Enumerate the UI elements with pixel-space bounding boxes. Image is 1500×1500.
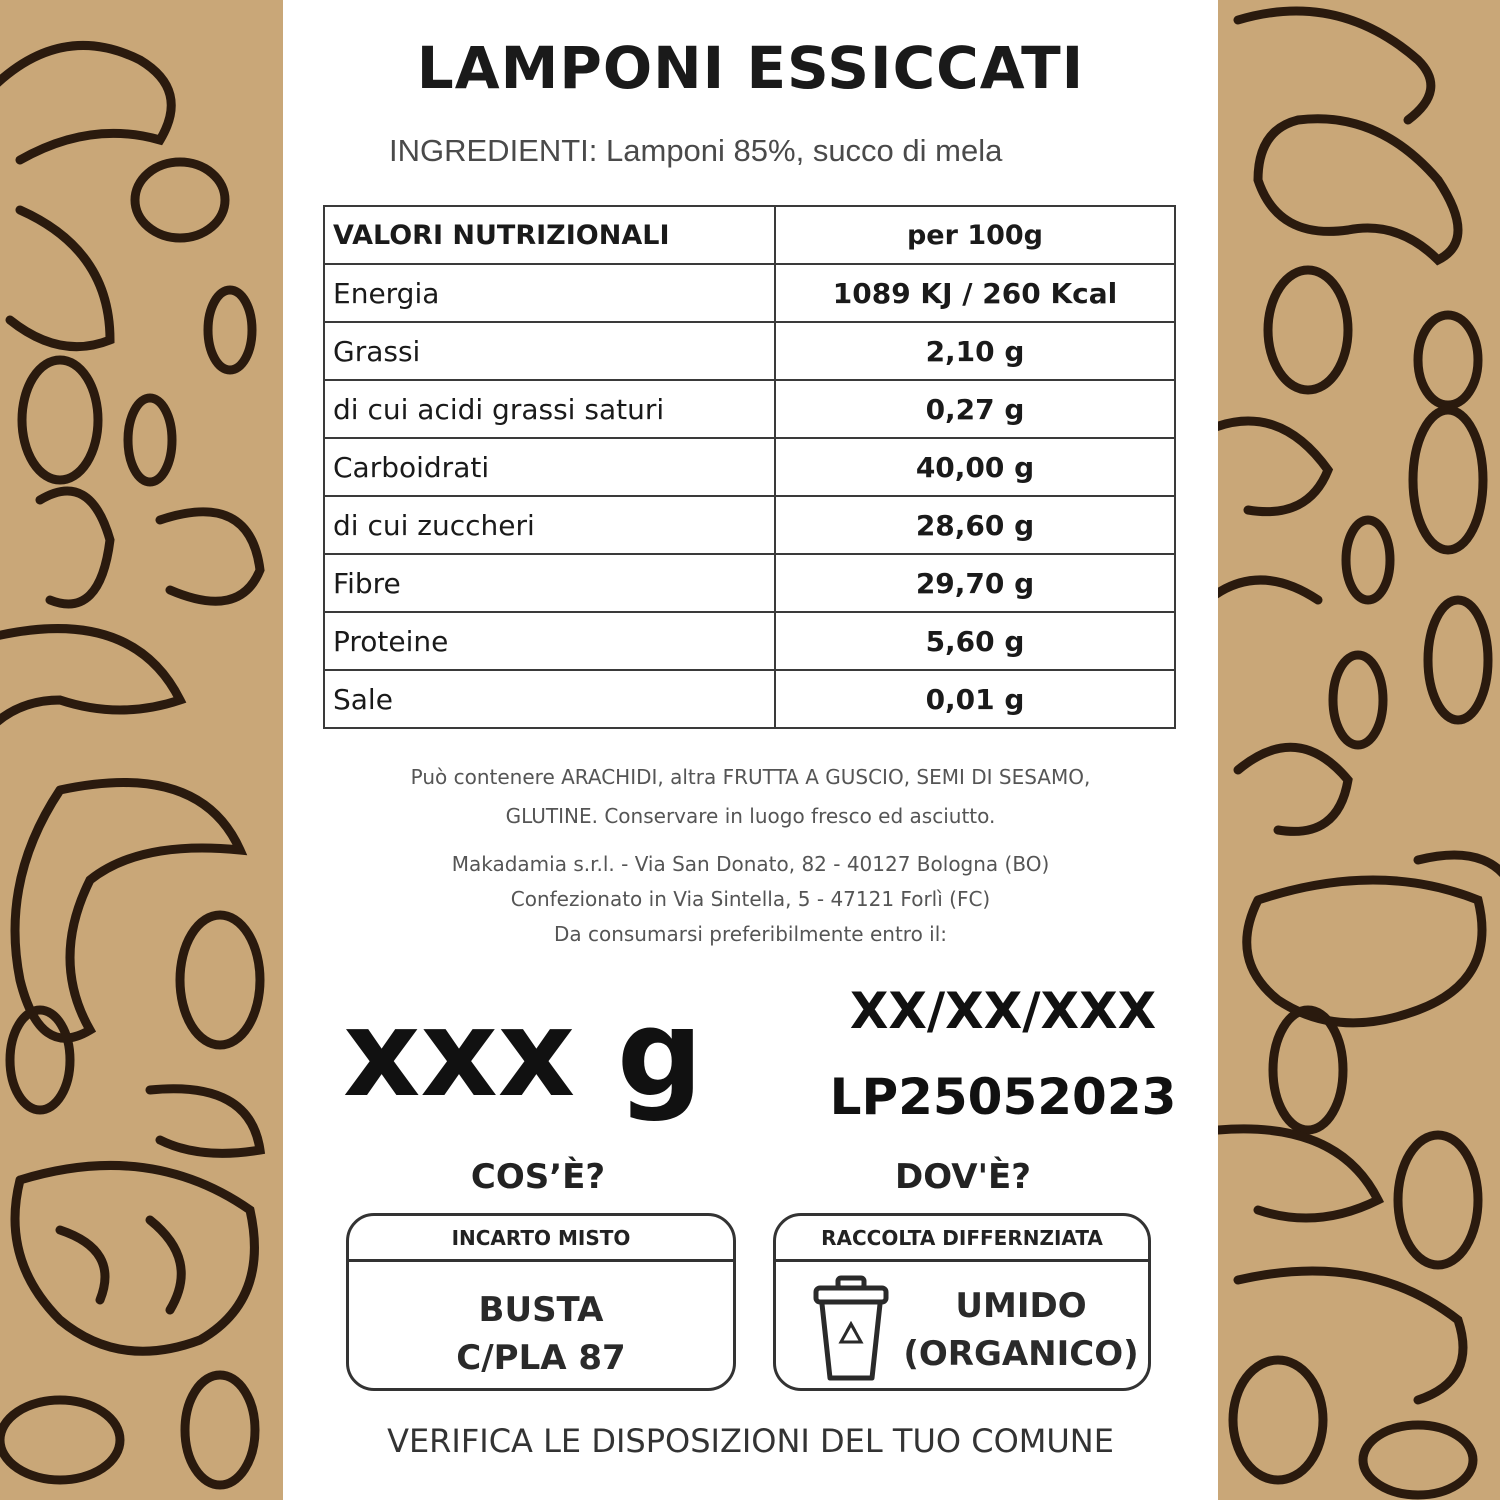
expiry-date: XX/XX/XXX	[849, 982, 1157, 1040]
ingredients-text: INGREDIENTI: Lamponi 85%, succo di mela	[389, 133, 1003, 168]
product-title: LAMPONI ESSICCATI	[416, 34, 1085, 102]
where-heading: DOV'È?	[895, 1157, 1031, 1197]
packaging-type-line-2: C/PLA 87	[456, 1338, 626, 1378]
trash-bin-recycle-icon	[806, 1274, 896, 1384]
lot-number: LP25052023	[829, 1068, 1177, 1126]
allergens-line-2: GLUTINE. Conservare in luogo fresco ed asciutto.	[505, 804, 996, 828]
nutrition-row	[324, 264, 1175, 322]
nutrition-row	[324, 612, 1175, 670]
nutrient-value: 29,70 g	[775, 554, 1175, 612]
nut-pattern-left	[0, 0, 283, 1500]
net-weight: xxx g	[343, 985, 703, 1124]
nutrient-value: 40,00 g	[775, 438, 1175, 496]
nutrient-label: Carboidrati	[324, 438, 775, 496]
disposal-header: RACCOLTA DIFFERNZIATA	[776, 1216, 1148, 1262]
nutrient-value: 1089 KJ / 260 Kcal	[775, 264, 1175, 322]
disposal-line-1: UMIDO	[955, 1286, 1087, 1326]
company-address: Makadamia s.r.l. - Via San Donato, 82 - 40127 Bologna (BO)	[451, 852, 1050, 876]
nutrition-row	[324, 554, 1175, 612]
nutrient-label: Grassi	[324, 322, 775, 380]
nutrient-value: 5,60 g	[775, 612, 1175, 670]
packaging-type-box	[346, 1213, 736, 1391]
nutrition-row	[324, 670, 1175, 728]
nut-pattern-right	[1218, 0, 1500, 1500]
nutrient-value: 28,60 g	[775, 496, 1175, 554]
packaging-type-header: INCARTO MISTO	[349, 1216, 733, 1262]
disposal-line-2: (ORGANICO)	[903, 1334, 1139, 1374]
disposal-box	[773, 1213, 1151, 1391]
nutrition-header-value: per 100g	[775, 206, 1175, 264]
nutrient-label: di cui zuccheri	[324, 496, 775, 554]
nutrient-label: Fibre	[324, 554, 775, 612]
nutrient-label: di cui acidi grassi saturi	[324, 380, 775, 438]
nutrient-label: Energia	[324, 264, 775, 322]
packaging-type-line-1: BUSTA	[478, 1290, 604, 1330]
nutrition-table	[323, 205, 1176, 729]
packaging-address: Confezionato in Via Sintella, 5 - 47121 Forlì (FC)	[510, 887, 991, 911]
nutrition-row	[324, 438, 1175, 496]
nut-illustration-icon	[1218, 0, 1500, 1500]
nutrient-value: 0,01 g	[775, 670, 1175, 728]
nutrition-row	[324, 496, 1175, 554]
disposal-footer-note: VERIFICA LE DISPOSIZIONI DEL TUO COMUNE	[387, 1422, 1114, 1460]
nutrition-row	[324, 380, 1175, 438]
nut-illustration-icon	[0, 0, 283, 1500]
nutrition-row	[324, 322, 1175, 380]
nutrition-header-row	[324, 206, 1175, 264]
product-label	[283, 0, 1218, 1500]
allergens-line-1: Può contenere ARACHIDI, altra FRUTTA A GUSCIO, SEMI DI SESAMO,	[410, 765, 1091, 789]
nutrient-value: 0,27 g	[775, 380, 1175, 438]
nutrition-header-label: VALORI NUTRIZIONALI	[324, 206, 775, 264]
best-before-label: Da consumarsi preferibilmente entro il:	[553, 922, 948, 946]
nutrient-label: Proteine	[324, 612, 775, 670]
nutrient-label: Sale	[324, 670, 775, 728]
nutrient-value: 2,10 g	[775, 322, 1175, 380]
what-heading: COS’È?	[470, 1157, 606, 1197]
